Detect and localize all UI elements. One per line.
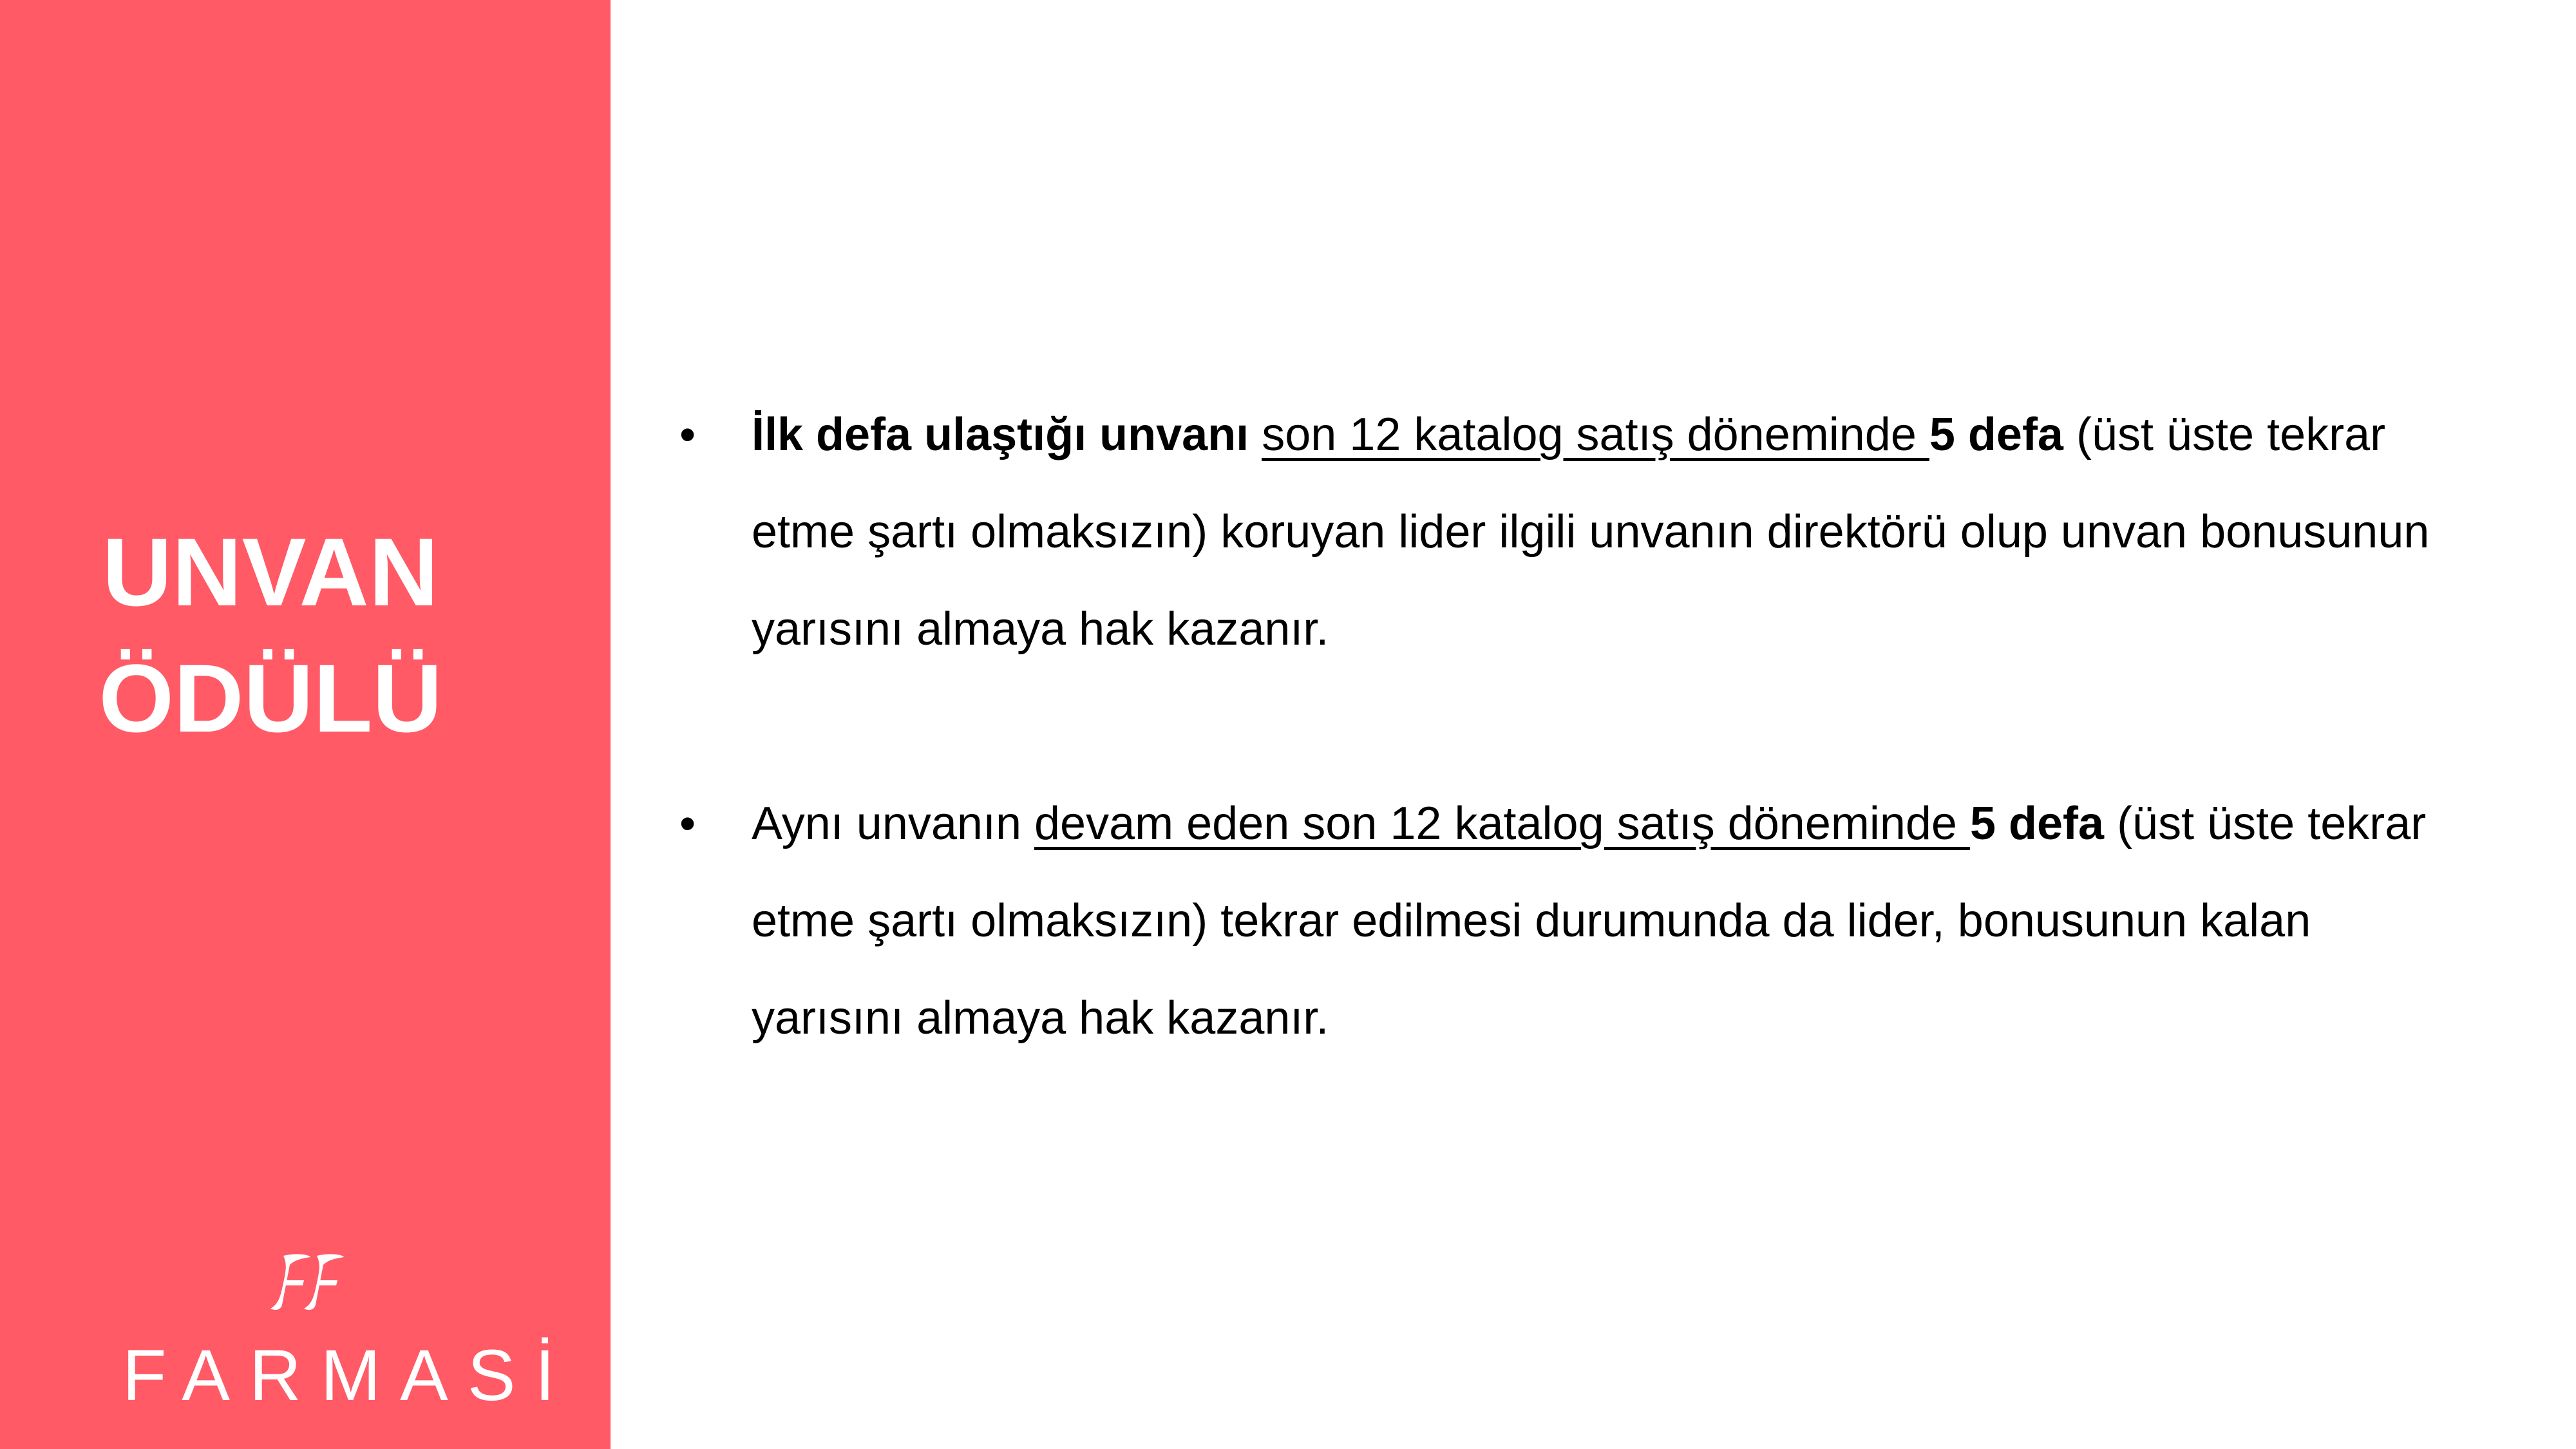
bullet-2-bold-count: 5 defa	[1969, 798, 2105, 849]
farmasi-ff-logo-icon	[264, 1249, 354, 1314]
bullet-1-underlined-text: son 12 katalog satış döneminde	[1262, 409, 1929, 460]
side-panel	[0, 0, 611, 1449]
bullet-1-bold-count: 5 defa	[1929, 409, 2063, 460]
brand-wordmark: FARMASİ	[122, 1335, 574, 1416]
bullet-dot: •	[679, 798, 696, 849]
bullet-1-space	[1249, 409, 1262, 460]
bullet-1-body-text: (üst üste tekrar etme şartı olmaksızın) koruyan lider ilgili unvanın direktörü olup unvan bonusunun yarısını almaya hak kazanır.	[752, 409, 2430, 655]
bullet-item	[679, 386, 2470, 678]
main-content	[679, 386, 2470, 1164]
bullet-1-bold-lead: İlk defa ulaştığı unvanı	[752, 409, 1249, 460]
brand-logo	[122, 1249, 574, 1416]
bullet-dot: •	[679, 409, 696, 460]
bullet-2-body-text: (üst üste tekrar etme şartı olmaksızın) tekrar edilmesi durumunda da lider, bonusunun kalan yarısını almaya hak kazanır.	[752, 798, 2427, 1044]
slide-title-line-2: ÖDÜLÜ	[99, 644, 442, 752]
slide-title	[90, 509, 451, 761]
bullet-2-lead-text: Aynı unvanın	[752, 798, 1034, 849]
bullet-2-underlined-text: devam eden son 12 katalog satış döneminde	[1034, 798, 1970, 849]
slide-title-line-1: UNVAN	[102, 518, 439, 626]
bullet-item	[679, 775, 2470, 1067]
